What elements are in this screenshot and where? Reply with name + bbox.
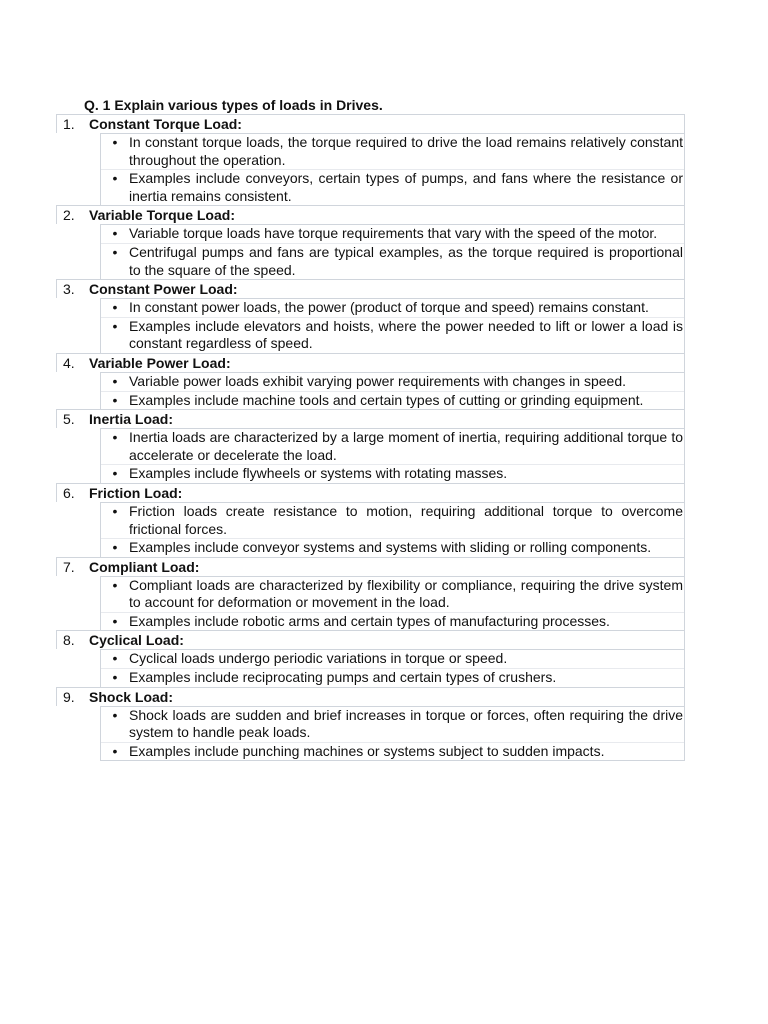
bullet-list	[100, 428, 685, 483]
bullet-icon: •	[112, 706, 118, 723]
bullet-icon: •	[112, 170, 118, 187]
bullet-list	[100, 224, 685, 279]
load-types-list	[56, 114, 685, 761]
section-title: Compliant Load:	[89, 558, 200, 575]
bullet-text: Examples include conveyor systems and systems with sliding or rolling components.	[129, 539, 652, 556]
list-item	[101, 577, 684, 613]
bullet-icon: •	[112, 612, 118, 629]
bullet-list	[100, 133, 685, 205]
bullet-text: Inertia loads are characterized by a large moment of inertia, requiring additional torque to accelerate or decelerate the load.	[129, 429, 683, 463]
load-section	[56, 687, 685, 762]
list-item	[101, 613, 684, 631]
bullet-icon: •	[112, 391, 118, 408]
bullet-text: Friction loads create resistance to motion, requiring additional torque to overcome frictional forces.	[129, 502, 683, 537]
bullet-text: Cyclical loads undergo periodic variations in torque or speed.	[129, 650, 508, 667]
load-section	[56, 114, 685, 205]
bullet-list	[100, 372, 685, 409]
load-section	[56, 279, 685, 353]
list-item	[101, 318, 684, 353]
bullet-icon: •	[112, 502, 118, 519]
bullet-icon: •	[112, 742, 118, 759]
section-number: 4.	[63, 354, 75, 371]
section-title: Constant Power Load:	[89, 281, 238, 298]
list-item	[101, 170, 684, 205]
bullet-text: Examples include machine tools and certain types of cutting or grinding equipment.	[129, 391, 644, 408]
list-item	[101, 539, 684, 557]
list-item	[101, 299, 684, 318]
section-number: 9.	[63, 688, 75, 705]
section-heading	[56, 630, 685, 649]
bullet-icon: •	[112, 299, 118, 316]
list-item	[101, 650, 684, 669]
bullet-text: Examples include flywheels or systems with rotating masses.	[129, 465, 508, 482]
bullet-text: Examples include punching machines or systems subject to sudden impacts.	[129, 742, 605, 759]
bullet-text: Examples include robotic arms and certain types of manufacturing processes.	[129, 612, 610, 629]
bullet-icon: •	[112, 539, 118, 556]
bullet-icon: •	[112, 243, 118, 260]
load-section	[56, 557, 685, 631]
bullet-text: Variable power loads exhibit varying power requirements with changes in speed.	[129, 372, 627, 389]
list-item	[101, 669, 684, 687]
bullet-text: Examples include elevators and hoists, where the power needed to lift or lower a load is constant regardless of speed.	[129, 317, 683, 352]
section-number: 6.	[63, 484, 75, 501]
list-item	[101, 707, 684, 743]
load-section	[56, 353, 685, 409]
load-section	[56, 409, 685, 483]
list-item	[101, 373, 684, 392]
list-item	[101, 244, 684, 279]
load-section	[56, 630, 685, 686]
bullet-icon: •	[112, 465, 118, 482]
bullet-list	[100, 502, 685, 557]
bullet-list	[100, 576, 685, 631]
bullet-text: Variable torque loads have torque requirements that vary with the speed of the motor.	[129, 225, 658, 242]
bullet-icon: •	[112, 372, 118, 389]
section-heading	[56, 114, 685, 133]
section-number: 7.	[63, 558, 75, 575]
section-number: 3.	[63, 281, 75, 298]
bullet-icon: •	[112, 669, 118, 686]
list-item	[101, 392, 684, 410]
bullet-icon: •	[112, 225, 118, 242]
section-title: Variable Power Load:	[89, 354, 231, 371]
section-heading	[56, 279, 685, 298]
question-title: Q. 1 Explain various types of loads in Drives.	[84, 97, 383, 113]
list-item	[101, 429, 684, 465]
bullet-icon: •	[112, 650, 118, 667]
list-item	[101, 465, 684, 483]
section-number: 2.	[63, 207, 75, 224]
section-title: Cyclical Load:	[89, 632, 184, 649]
document-page	[56, 96, 685, 761]
bullet-list	[100, 298, 685, 353]
section-title: Inertia Load:	[89, 411, 174, 428]
bullet-text: Centrifugal pumps and fans are typical examples, as the torque required is proportional to the square of the speed.	[129, 243, 683, 278]
bullet-list	[100, 706, 685, 762]
bullet-icon: •	[112, 134, 118, 150]
section-title: Shock Load:	[89, 688, 174, 705]
section-heading	[56, 483, 685, 502]
section-heading	[56, 205, 685, 224]
bullet-icon: •	[112, 576, 118, 593]
section-number: 1.	[63, 116, 75, 132]
section-heading	[56, 557, 685, 576]
load-section	[56, 205, 685, 279]
bullet-text: Shock loads are sudden and brief increases in torque or forces, often requiring the drive system to handle peak loads.	[129, 706, 683, 741]
section-title: Variable Torque Load:	[89, 207, 235, 224]
list-item	[101, 743, 684, 761]
bullet-text: In constant power loads, the power (product of torque and speed) remains constant.	[129, 299, 649, 316]
bullet-text: Examples include conveyors, certain types of pumps, and fans where the resistance or inertia remains consistent.	[129, 170, 683, 204]
section-number: 5.	[63, 411, 75, 428]
section-title: Constant Torque Load:	[89, 116, 242, 132]
list-item	[101, 225, 684, 244]
bullet-text: In constant torque loads, the torque required to drive the load remains relatively constant throughout the operation.	[129, 134, 683, 168]
section-heading	[56, 687, 685, 706]
section-heading	[56, 353, 685, 372]
section-heading	[56, 409, 685, 428]
bullet-list	[100, 649, 685, 686]
bullet-text: Examples include reciprocating pumps and certain types of crushers.	[129, 669, 557, 686]
section-number: 8.	[63, 632, 75, 649]
list-item	[101, 503, 684, 539]
load-section	[56, 483, 685, 557]
bullet-text: Compliant loads are characterized by flexibility or compliance, requiring the drive system to account for deformation or movement in the load.	[129, 576, 683, 611]
bullet-icon: •	[112, 317, 118, 334]
bullet-icon: •	[112, 429, 118, 446]
list-item	[101, 134, 684, 170]
section-title: Friction Load:	[89, 484, 183, 501]
